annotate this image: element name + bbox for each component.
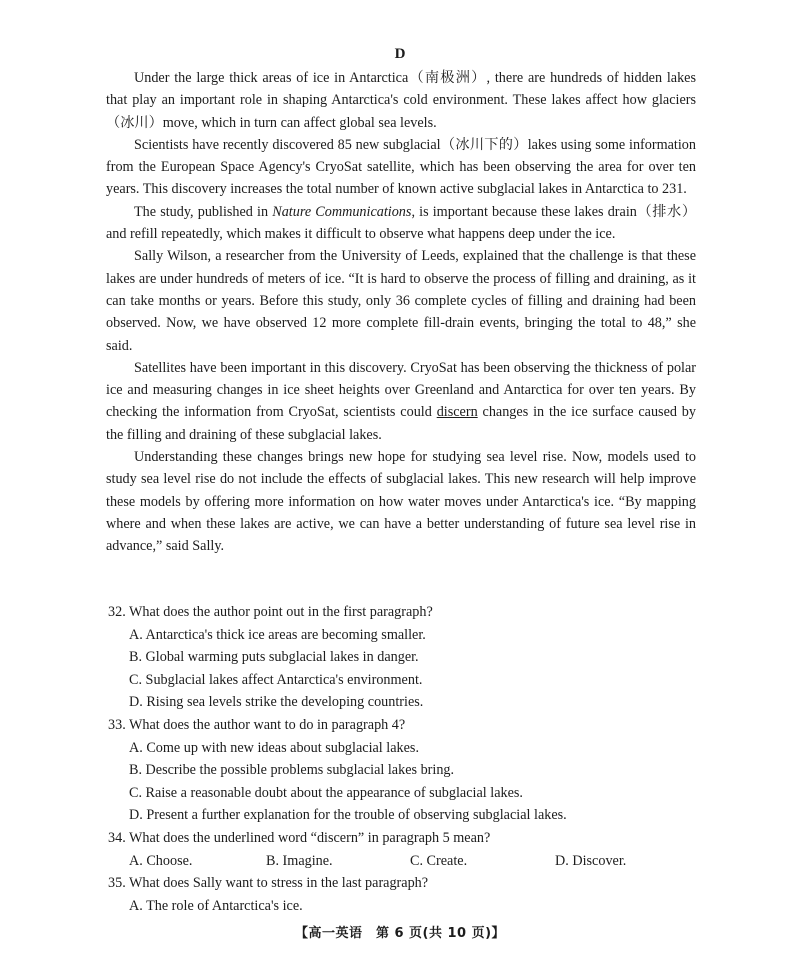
question-33-stem: 33. What does the author want to do in paragraph 4? (108, 716, 406, 733)
paragraph-3-before: The study, published in (134, 203, 273, 220)
paragraph-5 (106, 357, 696, 446)
question-34-stem: 34. What does the underlined word “discern” in paragraph 5 mean? (108, 829, 491, 846)
question-32-option-d: D. Rising sea levels strike the developing countries. (129, 694, 424, 711)
question-33-option-d: D. Present a further explanation for the trouble of observing subglacial lakes. (129, 807, 567, 824)
underlined-word: discern (436, 404, 478, 421)
question-list (108, 601, 708, 917)
question-35-stem: 35. What does Sally want to stress in the last paragraph? (108, 875, 429, 892)
question-34-options (108, 850, 708, 873)
question-35-option-a: A. The role of Antarctica's ice. (129, 897, 303, 914)
paragraph-6: Understanding these changes brings new hope for studying sea level rise. Now, models used to study sea level rise do not include the effects of subglacial lakes. This new research will help improve these models by offering more information on how water moves under Antarctica's ice. “By mapping where and when these lakes are active, we can have a better understanding of future sea level rise in advance,” said Sally. (106, 449, 696, 555)
paragraph-1: Under the large thick areas of ice in Antarctica（南极洲）, there are hundreds of hidden lakes that play an important role in shaping Antarctica's cold environment. These lakes affect how glaciers（冰川）move, which in turn can affect global sea levels. (106, 70, 696, 131)
page-footer: 【高一英语 第 6 页(共 10 页)】 (294, 926, 506, 941)
question-34-option-b: B. Imagine. (266, 852, 333, 869)
question-33-option-a: A. Come up with new ideas about subglacial lakes. (129, 739, 419, 756)
question-34-option-c: C. Create. (410, 852, 468, 869)
paragraph-3-after: , is important because these lakes drain（排水）and refill repeatedly, which makes it difficult to observe what happens deep under the ice. (106, 203, 697, 243)
question-33-option-b: B. Describe the possible problems subglacial lakes bring. (129, 762, 455, 779)
paragraph-2: Scientists have recently discovered 85 new subglacial（冰川下的）lakes using some information from the European Space Agency's CryoSat satellite, which has been observing the area for over ten years. This discovery increases the total number of known active subglacial lakes in Antarctica to 231. (106, 136, 696, 198)
reading-passage (106, 67, 696, 558)
question-32-option-b: B. Global warming puts subglacial lakes in danger. (129, 649, 419, 666)
question-32-option-a: A. Antarctica's thick ice areas are becoming smaller. (129, 626, 426, 643)
journal-name: Nature Communications (272, 203, 412, 220)
paragraph-3 (106, 201, 696, 246)
question-34-option-d: D. Discover. (555, 852, 627, 869)
question-32-stem: 32. What does the author point out in the first paragraph? (108, 604, 433, 620)
question-32-option-c: C. Subglacial lakes affect Antarctica's environment. (129, 671, 423, 688)
question-34-option-a: A. Choose. (129, 852, 193, 869)
paragraph-4: Sally Wilson, a researcher from the University of Leeds, explained that the challenge is that these lakes are under hundreds of meters of ice. “It is hard to observe the process of filling and draining, as it can take months or years. Before this study, only 36 complete cycles of filling and draining had been observed. Now, we have observed 12 more complete fill-drain events, bringing the total to 48,” she said. (106, 248, 696, 354)
question-33-option-c: C. Raise a reasonable doubt about the appearance of subglacial lakes. (129, 784, 523, 801)
paragraph-5-after: changes in the ice surface caused by the filling and draining of these subglacial lakes. (106, 404, 696, 443)
section-heading: D (394, 46, 406, 62)
paragraph-5-before: Satellites have been important in this discovery. CryoSat has been observing the thickness of polar ice and measuring changes in ice sheet heights over Greenland and Antarctica for over ten years. By checking the information from CryoSat, scientists could (106, 359, 696, 421)
